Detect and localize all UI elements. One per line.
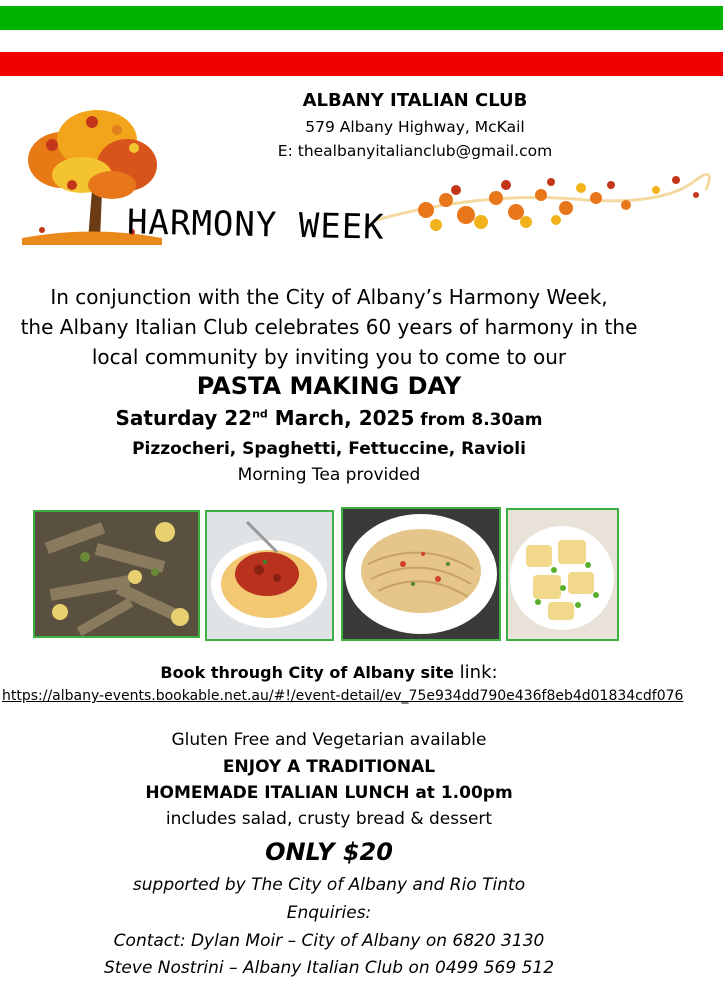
- date-rest: March, 2025: [267, 406, 415, 430]
- enjoy-heading: ENJOY A TRADITIONAL: [222, 757, 436, 777]
- green-stripe: [0, 6, 723, 30]
- booking-link-word: link:: [453, 662, 498, 683]
- event-title: PASTA MAKING DAY: [196, 372, 462, 400]
- club-name: ALBANY ITALIAN CLUB: [302, 90, 528, 111]
- autumn-leaves-swirl-icon: [366, 160, 723, 255]
- ravioli-photo: [506, 508, 619, 641]
- contact-steve: Steve Nostrini – Albany Italian Club on 0499 569 512: [103, 958, 555, 978]
- event-date: [0, 406, 658, 430]
- lunch-includes: includes salad, crusty bread & dessert: [165, 809, 493, 829]
- club-address: 579 Albany Highway, McKail: [305, 118, 525, 136]
- morning-tea-note: Morning Tea provided: [237, 465, 421, 485]
- red-stripe: [0, 52, 723, 76]
- booking-text: Book through City of Albany site: [160, 663, 454, 682]
- dietary-note: Gluten Free and Vegetarian available: [171, 730, 487, 750]
- spaghetti-photo: [205, 510, 334, 641]
- pizzoccheri-photo: [33, 510, 200, 638]
- club-email: E: thealbanyitalianclub@gmail.com: [277, 142, 553, 160]
- date-ordinal: nd: [252, 407, 268, 421]
- pasta-list: Pizzocheri, Spaghetti, Fettuccine, Ravioli: [132, 439, 526, 459]
- intro-line: In conjunction with the City of Albany’s Harmony Week,: [50, 285, 608, 309]
- event-time: from 8.30am: [414, 410, 543, 430]
- sponsors-line: supported by The City of Albany and Rio Tinto: [132, 875, 526, 895]
- intro-text: [0, 282, 658, 372]
- price: ONLY $20: [265, 838, 393, 866]
- fettuccine-photo: [341, 507, 501, 641]
- contact-dylan: Contact: Dylan Moir – City of Albany on 6820 3130: [113, 931, 545, 951]
- lunch-heading: HOMEMADE ITALIAN LUNCH at 1.00pm: [145, 783, 513, 803]
- intro-line: the Albany Italian Club celebrates 60 years of harmony in the: [20, 315, 638, 339]
- booking-line: [0, 662, 658, 683]
- enquiries-label: Enquiries:: [286, 903, 372, 923]
- harmony-week-title: HARMONY WEEK: [126, 202, 386, 248]
- booking-url-link[interactable]: https://albany-events.bookable.net.au/#!/event-detail/ev_75e934dd790e436f8eb4d01834cdf076: [2, 688, 684, 704]
- date-prefix: Saturday 22: [115, 406, 253, 430]
- intro-line: local community by inviting you to come to our: [91, 345, 567, 369]
